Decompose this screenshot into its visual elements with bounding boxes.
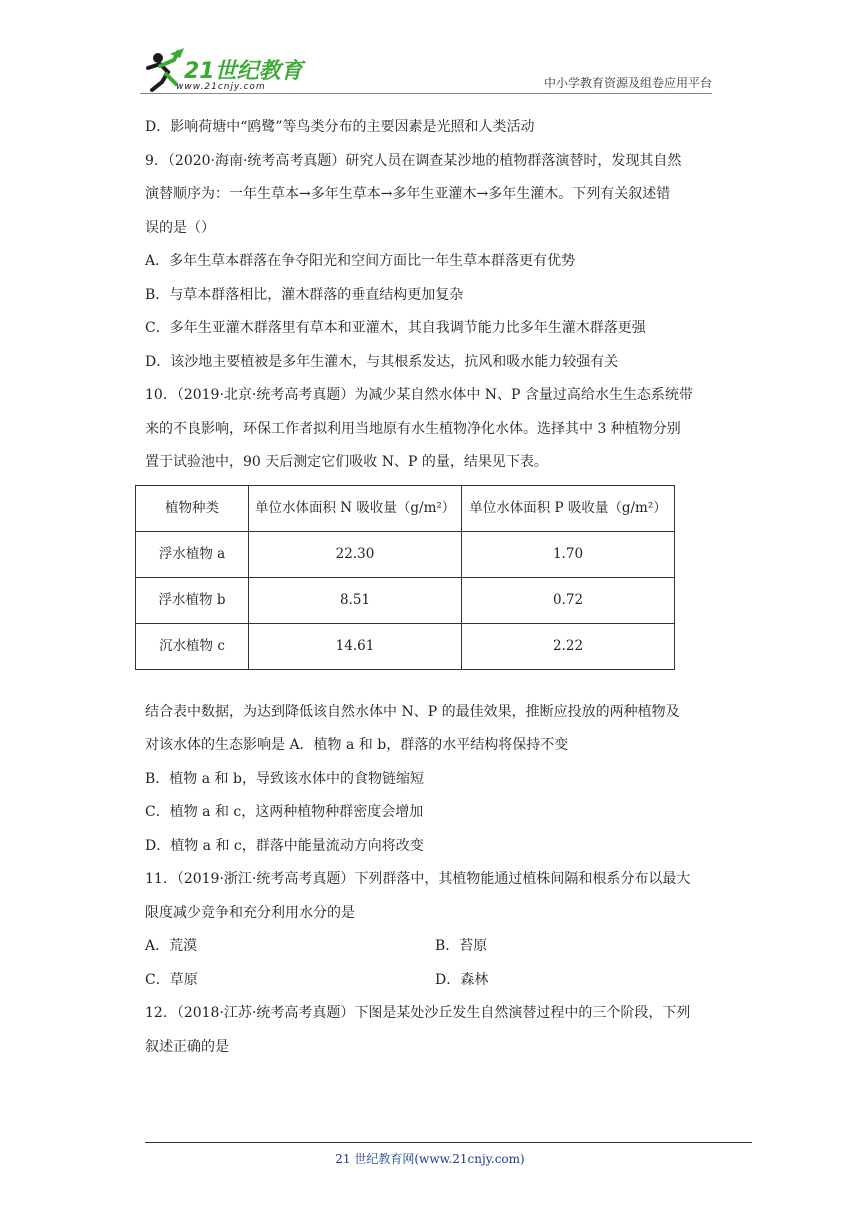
absorption-table [135,485,675,670]
q11-options-row [145,930,725,964]
q10-stem-line: 置于试验池中，90 天后测定它们吸收 N、P 的量，结果见下表。 [145,454,548,470]
q8-option-d: D．影响荷塘中“鸥鹭”等鸟类分布的主要因素是光照和人类活动 [145,119,535,135]
question-11 [145,863,725,997]
q11-option-b: B．苔原 [435,938,488,954]
q10-after-line: 对该水体的生态影响是 A．植物 a 和 b，群落的水平结构将保持不变 [145,737,569,753]
question-12 [145,997,725,1064]
q10-option-b: B．植物 a 和 b，导致该水体中的食物链缩短 [145,770,424,787]
q10-option-d: D．植物 a 和 c，群落中能量流动方向将改变 [145,837,424,854]
q9-option-b: B．与草本群落相比，灌木群落的垂直结构更加复杂 [145,286,464,303]
q11-options-row [145,964,725,998]
q10-after-line: 结合表中数据，为达到降低该自然水体中 N、P 的最佳效果，推断应投放的两种植物及 [145,703,680,720]
q11-option-a: A．荒漠 [145,938,198,954]
table-header: 植物种类 [136,485,249,531]
table-cell: 2.22 [462,623,675,669]
q12-stem-line: 12．（2018·江苏·统考高考真题）下图是某处沙丘发生自然演替过程中的三个阶段，下列 [145,1005,691,1021]
table-cell: 沉水植物 c [136,623,249,669]
table-header: 单位水体面积 N 吸收量（g/m²） [249,485,462,531]
logo-text: 21世纪教育 [184,59,303,84]
question-9 [145,145,725,380]
question-10 [145,379,725,863]
table-row [136,531,675,577]
table-cell: 14.61 [249,623,462,669]
header-divider [140,93,712,94]
table-header-row [136,485,675,531]
q11-option-d: D．森林 [435,971,489,988]
table-header: 单位水体面积 P 吸收量（g/m²） [462,485,675,531]
q10-stem-line: 10．（2019·北京·统考高考真题）为减少某自然水体中 N、P 含量过高给水生生态系统带 [145,387,693,403]
logo-url: www.21cnjy.com [176,82,266,92]
site-label: 中小学教育资源及组卷应用平台 [543,76,712,90]
q12-stem-line: 叙述正确的是 [145,1038,229,1055]
q9-option-c: C．多年生亚灌木群落里有草本和亚灌木，其自我调节能力比多年生灌木群落更强 [145,320,646,336]
table-row [136,623,675,669]
table-cell: 8.51 [249,577,462,623]
footer-divider [145,1142,752,1143]
q11-stem-line: 11．（2019·浙江·统考高考真题）下列群落中，其植物能通过植株间隔和根系分布以最大 [145,871,691,887]
q11-option-c: C．草原 [145,971,198,988]
table-row [136,577,675,623]
q9-stem-line: 演替顺序为：一年生草本→多年生草本→多年生亚灌木→多年生灌木。下列有关叙述错 [145,186,671,202]
site-logo[interactable] [140,44,340,100]
q9-stem-line: 误的是（） [145,219,215,236]
q9-stem-line: 9．（2020·海南·统考高考真题）研究人员在调查某沙地的植物群落演替时，发现其自然 [145,152,682,169]
q9-option-d: D．该沙地主要植被是多年生灌木，与其根系发达，抗风和吸水能力较强有关 [145,353,619,370]
q9-option-a: A．多年生草本群落在争夺阳光和空间方面比一年生草本群落更有优势 [145,253,576,269]
table-cell: 1.70 [462,531,675,577]
table-cell: 浮水植物 b [136,577,249,623]
footer-link[interactable]: 21 世纪教育网(www.21cnjy.com) [335,1152,525,1166]
q10-option-c: C．植物 a 和 c，这两种植物种群密度会增加 [145,804,424,820]
table-cell: 22.30 [249,531,462,577]
table-cell: 0.72 [462,577,675,623]
q10-stem-line: 来的不良影响，环保工作者拟利用当地原有水生植物净化水体。选择其中 3 种植物分别 [145,420,681,437]
document-body [145,111,725,1064]
q11-stem-line: 限度减少竞争和充分利用水分的是 [145,904,355,921]
table-cell: 浮水植物 a [136,531,249,577]
